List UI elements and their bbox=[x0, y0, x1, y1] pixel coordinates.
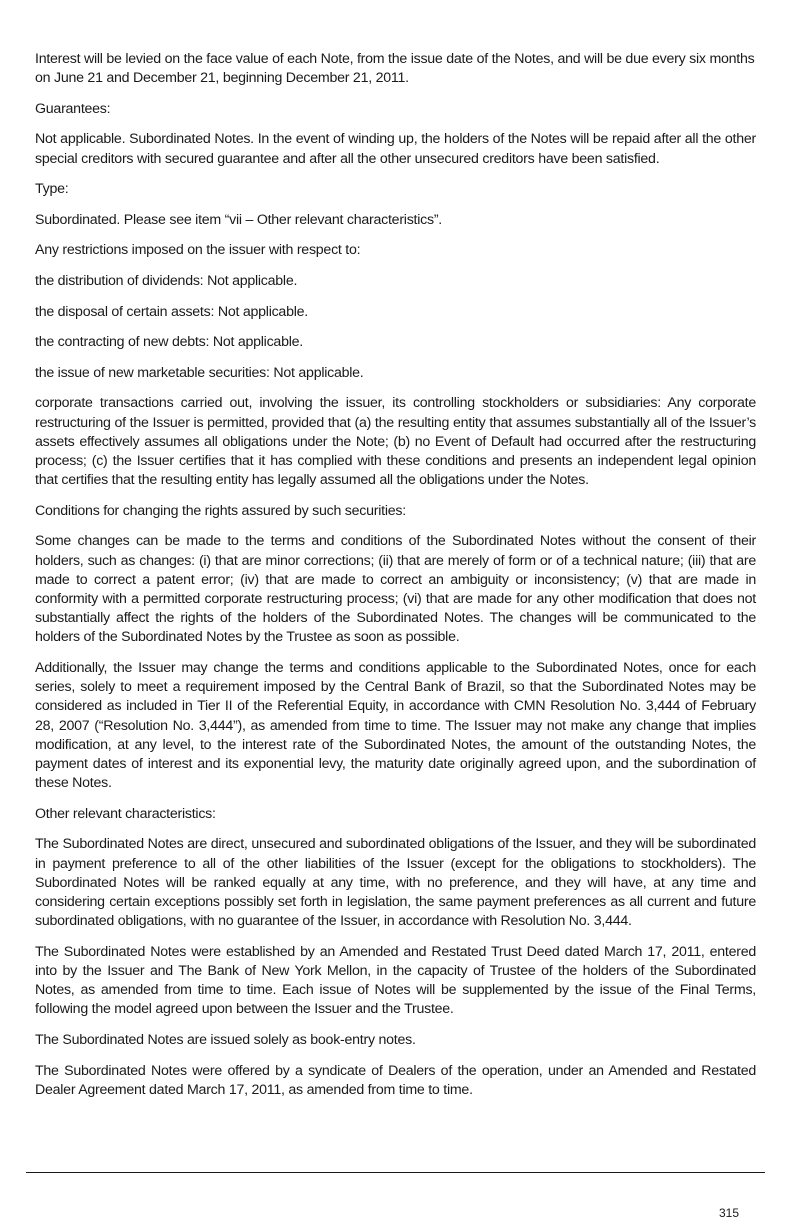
paragraph-interest-terms: Interest will be levied on the face value of each Note, from the issue date of the Notes, and will be due every six months on June 21 and December 21, beginning December 21, 2011. bbox=[35, 51, 755, 87]
paragraph-guarantees: Not applicable. Subordinated Notes. In the event of winding up, the holders of the Notes will be repaid after all the other special creditors with secured guarantee and after all the other unsecured creditors have been satisfied. bbox=[35, 131, 756, 167]
paragraph-subordination: The Subordinated Notes are direct, unsecured and subordinated obligations of the Issuer, and they will be subordinated in payment preference to all of the other liabilities of the Issuer (except for the obligations to stockholders). The Subordinated Notes will be ranked equally at any time, with no preference, and they will have, at any time and considering certain exceptions possibly set forth in legislation, the same payment preferences as all current and future subordinated obligations, with no guarantee of the Issuer, in accordance with Resolution No. 3,444. bbox=[35, 836, 756, 930]
paragraph-corporate-transactions: corporate transactions carried out, involving the issuer, its controlling stockholders or subsidiaries: Any corporate restructuring of the Issuer is permitted, provided that (a) the resulting entity that assumes substantially all of the Issuer’s assets effectively assumes all obligations under the Note; (b) no Event of Default had occurred after the restructuring process; (c) the Issuer certifies that it has complied with these conditions and presents an independent legal opinion that certifies that the resulting entity has legally assumed all the obligations under the Notes. bbox=[35, 395, 756, 489]
heading-type: Type: bbox=[35, 181, 69, 198]
paragraph-type: Subordinated. Please see item “vii – Other relevant characteristics”. bbox=[35, 211, 442, 228]
page-number: 315 bbox=[719, 1206, 740, 1220]
heading-restrictions: Any restrictions imposed on the issuer with respect to: bbox=[35, 242, 361, 259]
restriction-debts: the contracting of new debts: Not applicable. bbox=[35, 334, 303, 351]
heading-guarantees: Guarantees: bbox=[35, 100, 111, 117]
paragraph-dealer-agreement: The Subordinated Notes were offered by a syndicate of Dealers of the operation, under an Amended and Restated Dealer Agreement dated March 17, 2011, as amended from time to time. bbox=[35, 1062, 756, 1098]
footer-divider bbox=[26, 1172, 765, 1173]
heading-other-characteristics: Other relevant characteristics: bbox=[35, 805, 216, 822]
paragraph-book-entry: The Subordinated Notes are issued solely as book-entry notes. bbox=[35, 1031, 416, 1048]
heading-conditions-for-changing: Conditions for changing the rights assured by such securities: bbox=[35, 502, 406, 519]
document-body bbox=[35, 50, 756, 1111]
restriction-assets: the disposal of certain assets: Not applicable. bbox=[35, 303, 308, 320]
paragraph-permitted-changes: Some changes can be made to the terms and conditions of the Subordinated Notes without the consent of their holders, such as changes: (i) that are minor corrections; (ii) that are merely of form or of a technical nature; (iii) that are made to correct a patent error; (iv) that are made to correct an ambiguity or inconsistency; (v) that are made in conformity with a permitted corporate restructuring process; (vi) that are made for any other modification that does not substantially affect the rights of the holders of the Subordinated Notes. The changes will be communicated to the holders of the Subordinated Notes by the Trustee as soon as possible. bbox=[35, 533, 756, 646]
paragraph-trust-deed: The Subordinated Notes were established by an Amended and Restated Trust Deed dated March 17, 2011, entered into by the Issuer and The Bank of New York Mellon, in the capacity of Trustee of the holders of the Subordinated Notes, as amended from time to time. Each issue of Notes will be supplemented by the issue of the Final Terms, following the model agreed upon between the Issuer and the Trustee. bbox=[35, 943, 756, 1018]
restriction-securities: the issue of new marketable securities: Not applicable. bbox=[35, 364, 364, 381]
restriction-dividends: the distribution of dividends: Not applicable. bbox=[35, 272, 298, 289]
paragraph-central-bank-changes: Additionally, the Issuer may change the terms and conditions applicable to the Subordinated Notes, once for each series, solely to meet a requirement imposed by the Central Bank of Brazil, so that the Subordinated Notes may be considered as included in Tier II of the Referential Equity, in accordance with CMN Resolution No. 3,444 of February 28, 2007 (“Resolution No. 3,444”), as amended from time to time. The Issuer may not make any change that implies modification, at any level, to the interest rate of the Subordinated Notes, the amount of the outstanding Notes, the payment dates of interest and its exponential levy, the maturity date originally agreed upon, and the subordination of these Notes. bbox=[35, 659, 756, 792]
